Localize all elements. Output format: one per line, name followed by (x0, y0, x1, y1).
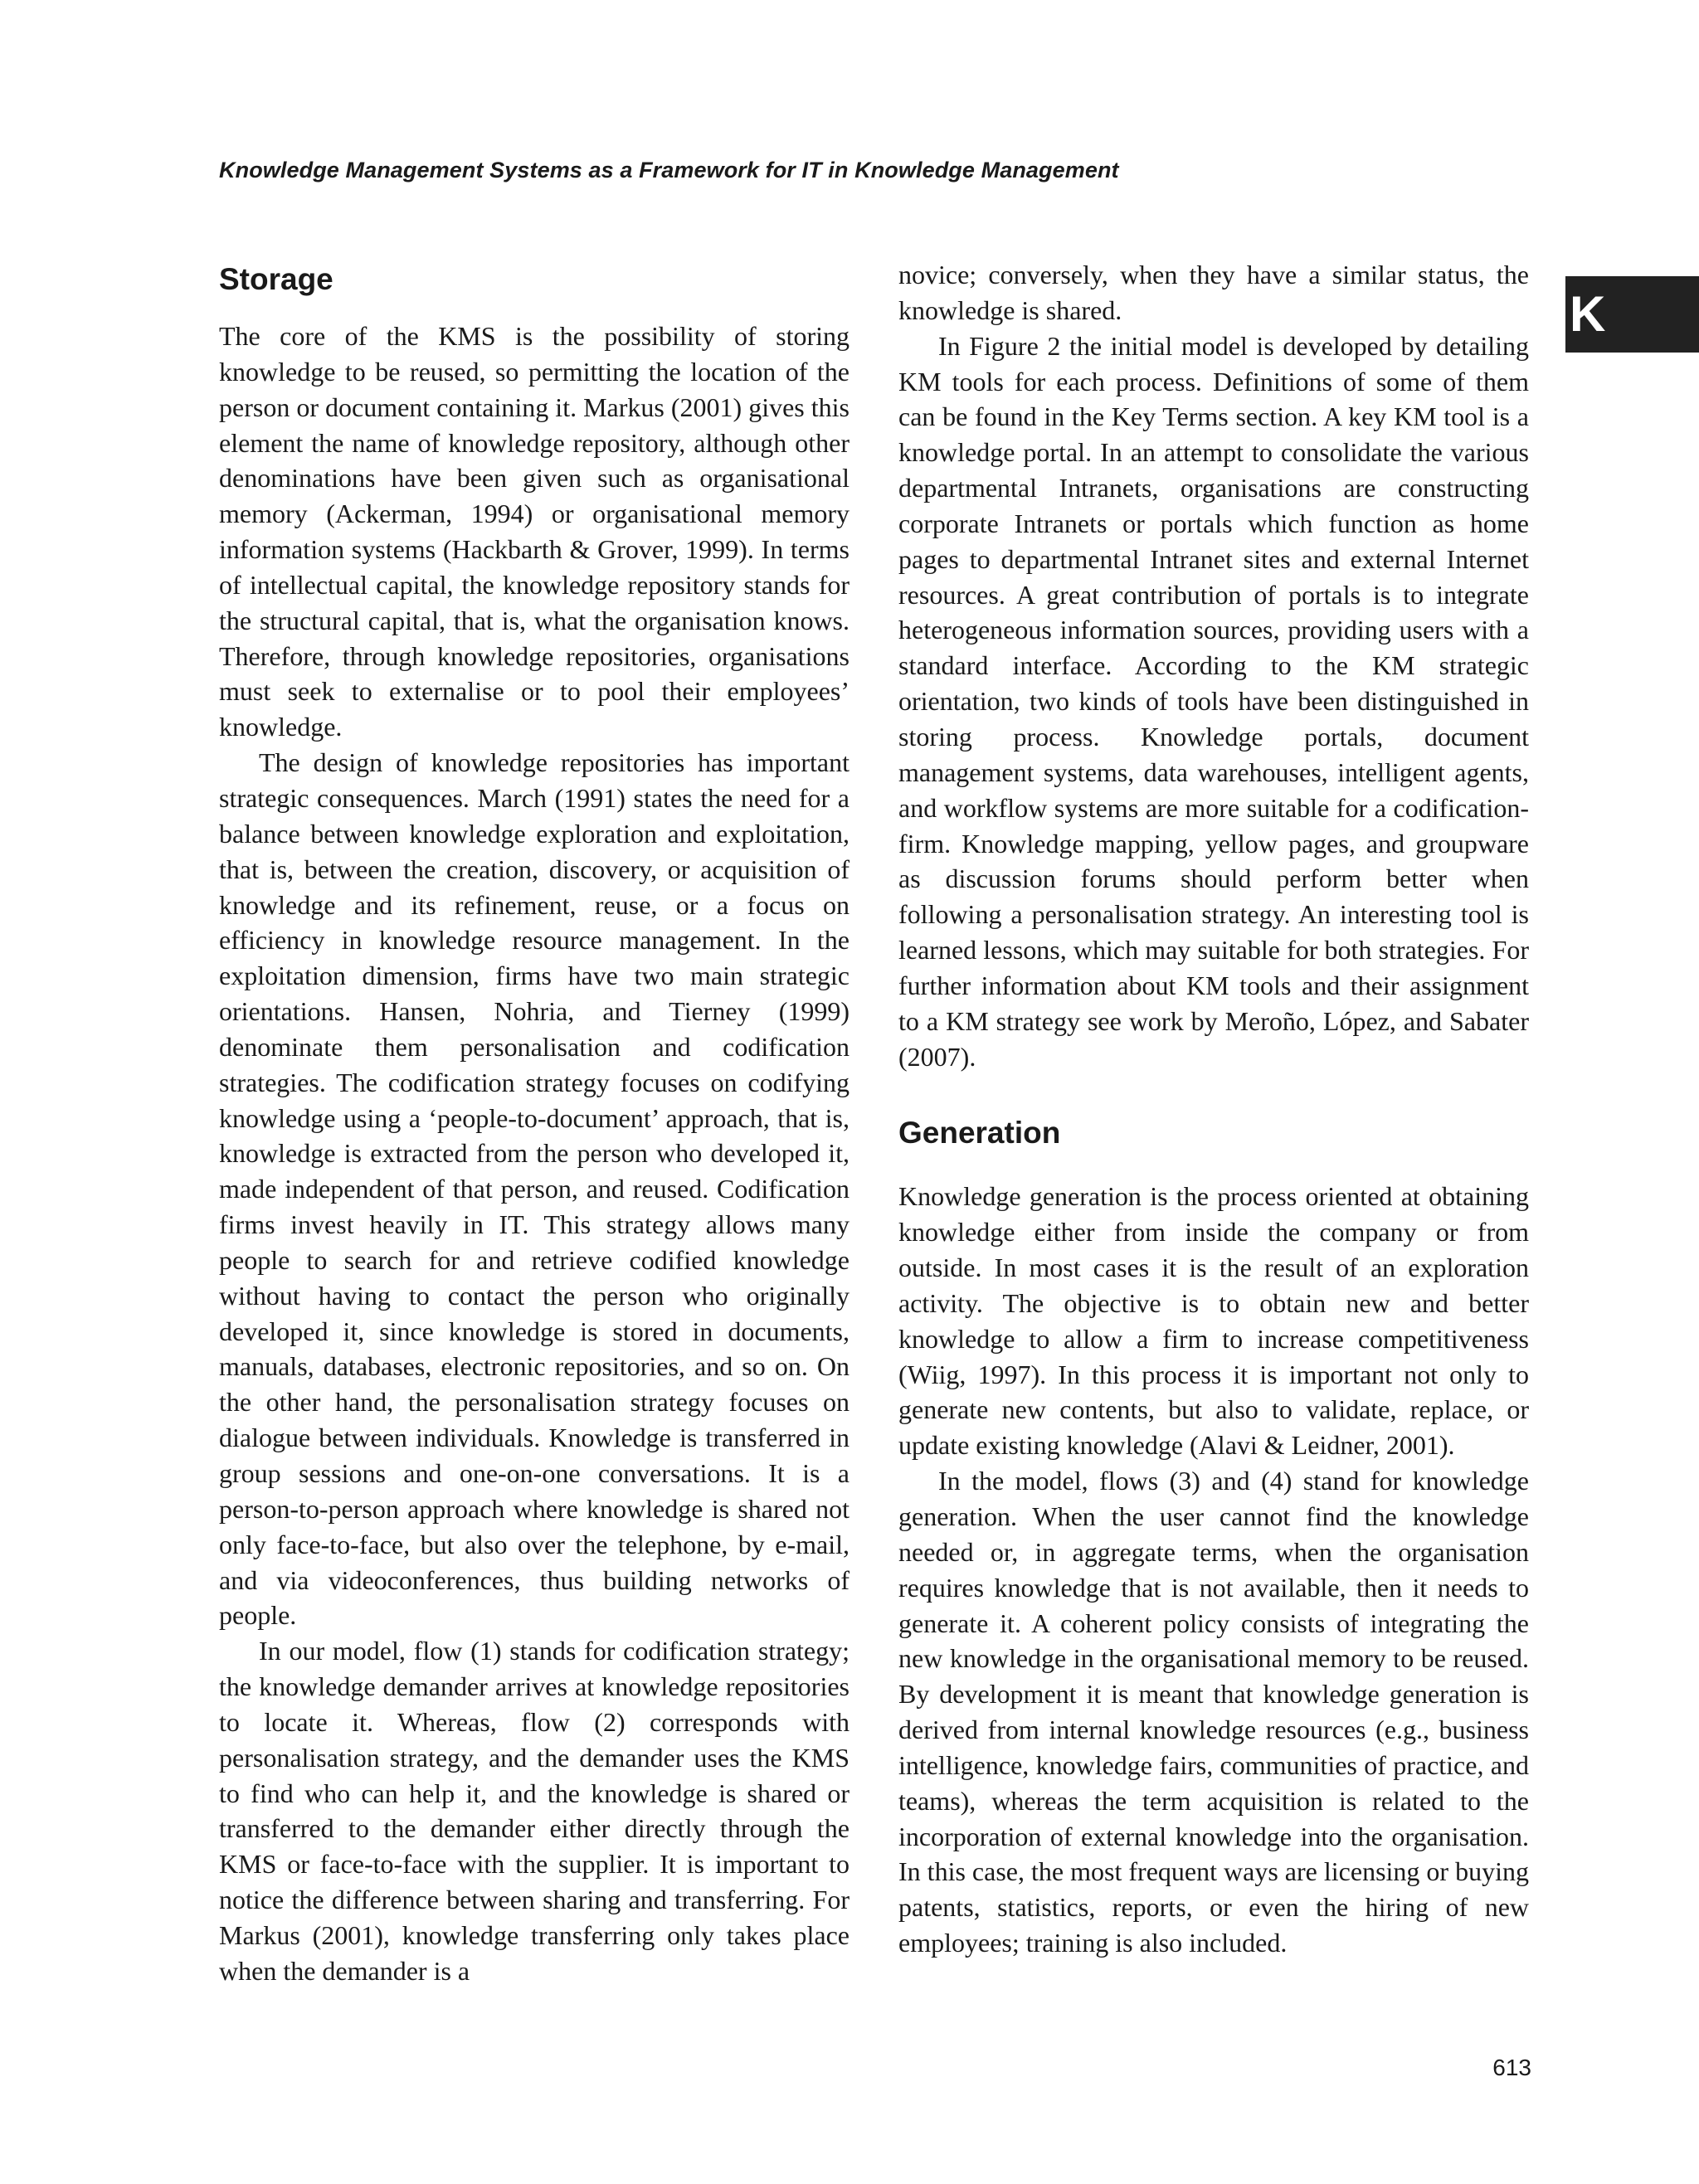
paragraph-continuation: novice; conversely, when they have a similar status, the knowledge is shared. (898, 260, 1529, 325)
section-heading-generation: Generation (898, 1116, 1061, 1150)
paragraph: In Figure 2 the initial model is developed by detailing KM tools for each process. Definitions of some of them can be found in the Key Terms section. A key KM tool is a knowledge portal. In an attempt to consolidate the various departmental Intranets, organisations are constructing corporate Intranets or portals which function as home pages to departmental Intranet sites and external Internet resources. A great contribution of portals is to integrate heterogeneous information sources, providing users with a standard interface. According to the KM strategic orientation, two kinds of tools have been distinguished in storing process. Knowledge portals, document management systems, data warehouses, intelligent agents, and workflow systems are more suitable for a codification-firm. Knowledge mapping, yellow pages, and groupware as discussion forums should perform better when following a personalisation strategy. An interesting tool is learned lessons, which may suitable for both strategies. For further information about KM tools and their assignment to a KM strategy see work by Meroño, López, and Sabater (2007). (898, 330, 1529, 1072)
right-column (898, 257, 1529, 1961)
left-column (219, 257, 850, 1989)
paragraph: In the model, flows (3) and (4) stand for knowledge generation. When the user cannot find the knowledge needed or, in aggregate terms, when the organisation requires knowledge that is not available, then it needs to generate it. A coherent policy consists of integrating the new knowledge in the organisational memory to be reused. By development it is meant that knowledge generation is derived from internal knowledge resources (e.g., business intelligence, knowledge fairs, communities of practice, and teams), whereas the term acquisition is related to the incorporation of external knowledge into the organisation. In this case, the most frequent ways are licensing or buying patents, statistics, reports, or even the hiring of new employees; training is also included. (898, 1466, 1529, 1958)
section-letter-tab: K (1565, 276, 1699, 353)
paragraph: In our model, flow (1) stands for codification strategy; the knowledge demander arrives at knowledge repositories to locate it. Whereas, flow (2) corresponds with personalisation strategy, and the demander uses the KMS to find who can help it, and the knowledge is shared or transferred to the demander either directly through the KMS or face-to-face with the supplier. It is important to notice the difference between sharing and transferring. For Markus (2001), knowledge transferring only takes place when the demander is a (219, 1636, 850, 1986)
running-header: Knowledge Management Systems as a Framework for IT in Knowledge Management (219, 158, 1119, 182)
page-number: 613 (1492, 2055, 1531, 2080)
paragraph: Knowledge generation is the process oriented at obtaining knowledge either from inside the company or from outside. In most cases it is the result of an exploration activity. The objective is to obtain new and better knowledge to allow a firm to increase competitiveness (Wiig, 1997). In this process it is important not only to generate new contents, but also to validate, replace, or update existing knowledge (Alavi & Leidner, 2001). (898, 1181, 1529, 1461)
paragraph: The design of knowledge repositories has important strategic consequences. March (1991) states the need for a balance between knowledge exploration and exploitation, that is, between the creation, discovery, or acquisition of knowledge and its refinement, reuse, or a focus on efficiency in knowledge resource management. In the exploitation dimension, firms have two main strategic orientations. Hansen, Nohria, and Tierney (1999) denominate them personalisation and codification strategies. The codification strategy focuses on codifying knowledge using a ‘people-to-document’ approach, that is, knowledge is extracted from the person who developed it, made independent of that person, and reused. Codification firms invest heavily in IT. This strategy allows many people to search for and retrieve codified knowledge without having to contact the person who originally developed it, since knowledge is stored in documents, manuals, databases, electronic repositories, and so on. On the other hand, the personalisation strategy focuses on dialogue between individuals. Knowledge is transferred in group sessions and one-on-one conversations. It is a person-to-person approach where knowledge is shared not only face-to-face, but also over the telephone, by e-mail, and via videoconferences, thus building networks of people. (219, 747, 850, 1631)
section-heading-storage: Storage (219, 262, 333, 296)
paragraph: The core of the KMS is the possibility of storing knowledge to be reused, so permitting the location of the person or document containing it. Markus (2001) gives this element the name of knowledge repository, although other denominations have been given such as organisational memory (Ackerman, 1994) or organisational memory information systems (Hackbarth & Grover, 1999). In terms of intellectual capital, the knowledge repository stands for the structural capital, that is, what the organisation knows. Therefore, through knowledge repositories, organisations must seek to externalise or to pool their employees’ knowledge. (219, 321, 850, 742)
